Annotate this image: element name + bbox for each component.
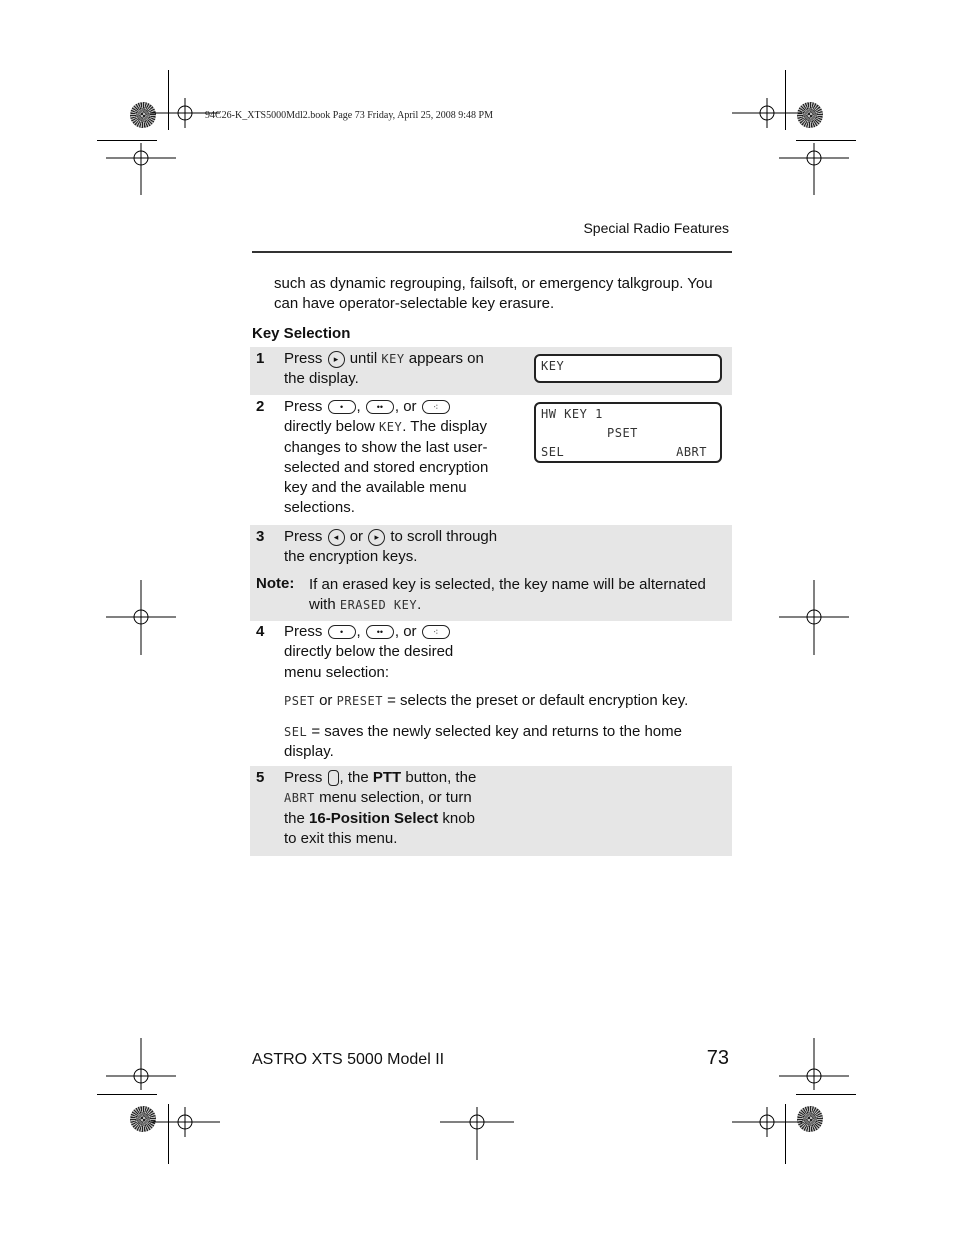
step-3-text: Press ◂ or ▸ to scroll through the encryption keys. [284,528,498,566]
display-softkey-left: SEL [541,445,565,459]
lcd-text: PRESET [336,694,383,708]
step-4-text: Press • , •• , or ⁖ directly below the desired menu selection: [284,623,454,681]
lcd-text: KEY [379,420,403,435]
registration-target-icon [779,1038,849,1090]
registration-target-icon [106,143,176,195]
step-1-number: 1 [256,350,265,367]
nav-right-key-icon: ▸ [368,529,385,546]
registration-target-icon [150,98,220,128]
lcd-text: ABRT [284,791,315,806]
registration-target-icon [440,1107,514,1160]
lcd-text: SEL [284,725,308,739]
page-number: 73 [706,1047,729,1069]
lcd-text: KEY [381,352,405,366]
display-line-1: HW KEY 1 [541,407,603,421]
note-text: If an erased key is selected, the key name will be alternated with ERASED KEY. [309,576,706,614]
step-1-text: Press ▸ until KEY appears on the display. [284,350,484,388]
registration-target-icon [150,1107,220,1137]
step-2-number: 2 [256,398,265,415]
one-dot-key-icon: • [328,400,356,414]
nav-right-key-icon: ▸ [328,351,345,368]
display-line: KEY [541,359,565,373]
two-dot-key-icon: •• [366,625,394,639]
print-info: 94C26-K_XTS5000Mdl2.book Page 73 Friday, April 25, 2008 9:48 PM [205,110,493,121]
one-dot-key-icon: • [328,625,356,639]
step-5-number: 5 [256,769,265,786]
nav-left-key-icon: ◂ [328,529,345,546]
step-4-number: 4 [256,623,265,640]
registration-target-icon [779,580,849,655]
display-softkey-right: ABRT [676,445,707,459]
registration-target-icon [106,1038,176,1090]
registration-target-icon [732,1107,802,1137]
lcd-text: PSET [284,694,315,708]
intro-paragraph: such as dynamic regrouping, failsoft, or emergency talkgroup. You can have operator-selectable key erasure. [274,275,713,312]
lcd-text: ERASED KEY [339,598,418,613]
registration-target-icon [732,98,802,128]
footer-title: ASTRO XTS 5000 Model II [252,1051,445,1068]
registration-target-icon [779,143,849,195]
two-dot-key-icon: •• [366,400,394,414]
note-label: Note: [256,575,295,592]
step-5-text: Press , the PTT button, the ABRT menu selection, or turn the 16-Position Select knob to exit this menu. [284,769,477,847]
step-3-number: 3 [256,528,265,545]
display-line-2: PSET [607,426,638,440]
step-2-text: Press • , •• , or ⁖ directly below KEY. The display changes to show the last user-selected and stored encryption key and the available menu selections. [284,398,489,517]
registration-target-icon [106,580,176,655]
step-4-pset-paragraph: PSET or PRESET = selects the preset or default encryption key. [284,692,689,709]
running-head: Special Radio Features [583,220,729,236]
section-title: Key Selection [252,325,351,342]
three-dot-key-icon: ⁖ [422,625,450,639]
three-dot-key-icon: ⁖ [422,400,450,414]
step-4-sel-paragraph: SEL = saves the newly selected key and returns to the home display. [284,723,682,761]
